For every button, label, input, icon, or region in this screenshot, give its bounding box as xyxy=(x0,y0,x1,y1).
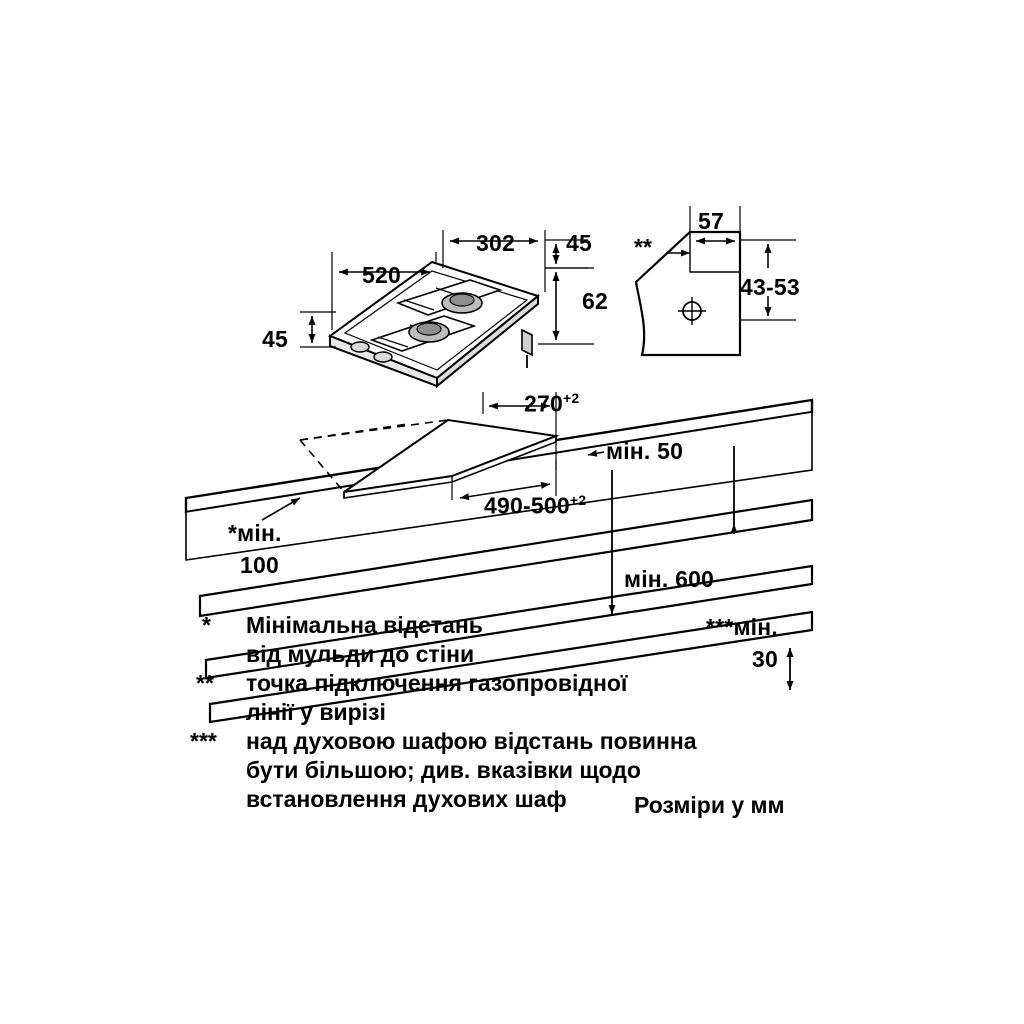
dim-62: 62 xyxy=(582,288,608,314)
dim-520: 520 xyxy=(362,262,401,288)
dim-min-600: мін. 600 xyxy=(624,566,715,592)
dim-45-left: 45 xyxy=(262,326,288,352)
dim-302: 302 xyxy=(476,230,515,256)
legend-text-3-line-2: бути більшою; див. вказівки щодо xyxy=(246,757,641,783)
dim-min-100: *мін. xyxy=(228,520,282,546)
hob-top-view xyxy=(300,230,594,386)
legend-text-3-line-1: над духовою шафою відстань повинна xyxy=(246,728,697,754)
legend-text-2-line-2: лінії у вирізі xyxy=(246,699,386,725)
dim-min-30-value: 30 xyxy=(752,646,778,672)
marker-two-stars-detail: ** xyxy=(634,234,652,260)
dim-57: 57 xyxy=(698,208,724,234)
dim-min-100-value: 100 xyxy=(240,552,279,578)
legend-marker-2: ** xyxy=(196,670,214,696)
dim-min-30: ***мін. xyxy=(706,614,778,640)
legend-marker-3: *** xyxy=(190,728,217,754)
legend-text-2-line-1: точка підключення газопровідної xyxy=(246,670,628,696)
legend-marker-1: * xyxy=(202,612,211,638)
legend-text-1-line-1: Мінімальна відстань xyxy=(246,612,483,638)
legend-text-3-line-3: встановлення духових шаф xyxy=(246,786,567,812)
dim-43-53: 43-53 xyxy=(740,274,800,300)
dim-490-500: $490-500^{+2}$ xyxy=(484,492,587,519)
dim-45-top: 45 xyxy=(566,230,592,256)
dim-270: $270^{+2}$ xyxy=(524,390,580,417)
dim-min-50: мін. 50 xyxy=(606,438,684,464)
legend-text-1-line-2: від мульди до стіни xyxy=(246,641,475,667)
units-note: Розміри у мм xyxy=(634,792,785,818)
